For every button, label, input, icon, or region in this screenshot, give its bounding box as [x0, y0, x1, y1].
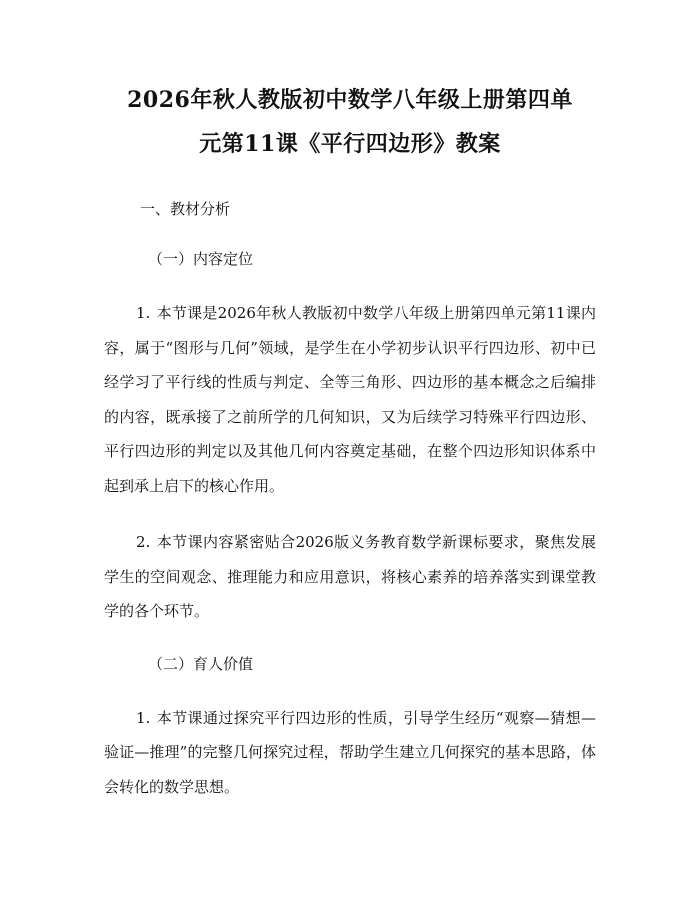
subsection-heading-educational-value: （二）育人价值	[148, 654, 254, 673]
paragraph-text: 本节课是2026年秋人教版初中数学八年级上册第四单元第11课内容，属于“图形与几何”领域，是学生在小学初步认识平行四边形、初中已经学习了平行线的性质与判定、全等三角形、四边形的基本概念之后编排的内容，既承接了之前所学的几何知识，又为后续学习特殊平行四边形、平行四边形的判定以及其他几何内容奠定基础，在整个四边形知识体系中起到承上启下的核心作用。	[104, 304, 596, 495]
paragraph-number: 1.	[136, 304, 151, 322]
paragraph-number: 2.	[136, 533, 151, 551]
subsection-heading-content-positioning: （一）内容定位	[148, 250, 254, 268]
section-heading-textbook-analysis: 一、教材分析	[140, 200, 231, 218]
paragraph-content-2	[104, 525, 596, 629]
title-line-1: 2026年秋人教版初中数学八年级上册第四单	[127, 87, 573, 113]
paragraph-value-1	[104, 701, 596, 805]
document-title	[104, 78, 596, 166]
paragraph-text: 本节课通过探究平行四边形的性质，引导学生经历“观察—猜想—验证—推理”的完整几何探究过程，帮助学生建立几何探究的基本思路，体会转化的数学思想。	[104, 708, 596, 796]
paragraph-text: 本节课内容紧密贴合2026版义务教育数学新课标要求，聚焦发展学生的空间观念、推理能力和应用意识，将核心素养的培养落实到课堂教学的各个环节。	[104, 533, 596, 620]
title-line-2: 元第11课《平行四边形》教案	[199, 131, 501, 157]
paragraph-number: 1.	[136, 708, 151, 727]
paragraph-content-1	[104, 296, 596, 503]
